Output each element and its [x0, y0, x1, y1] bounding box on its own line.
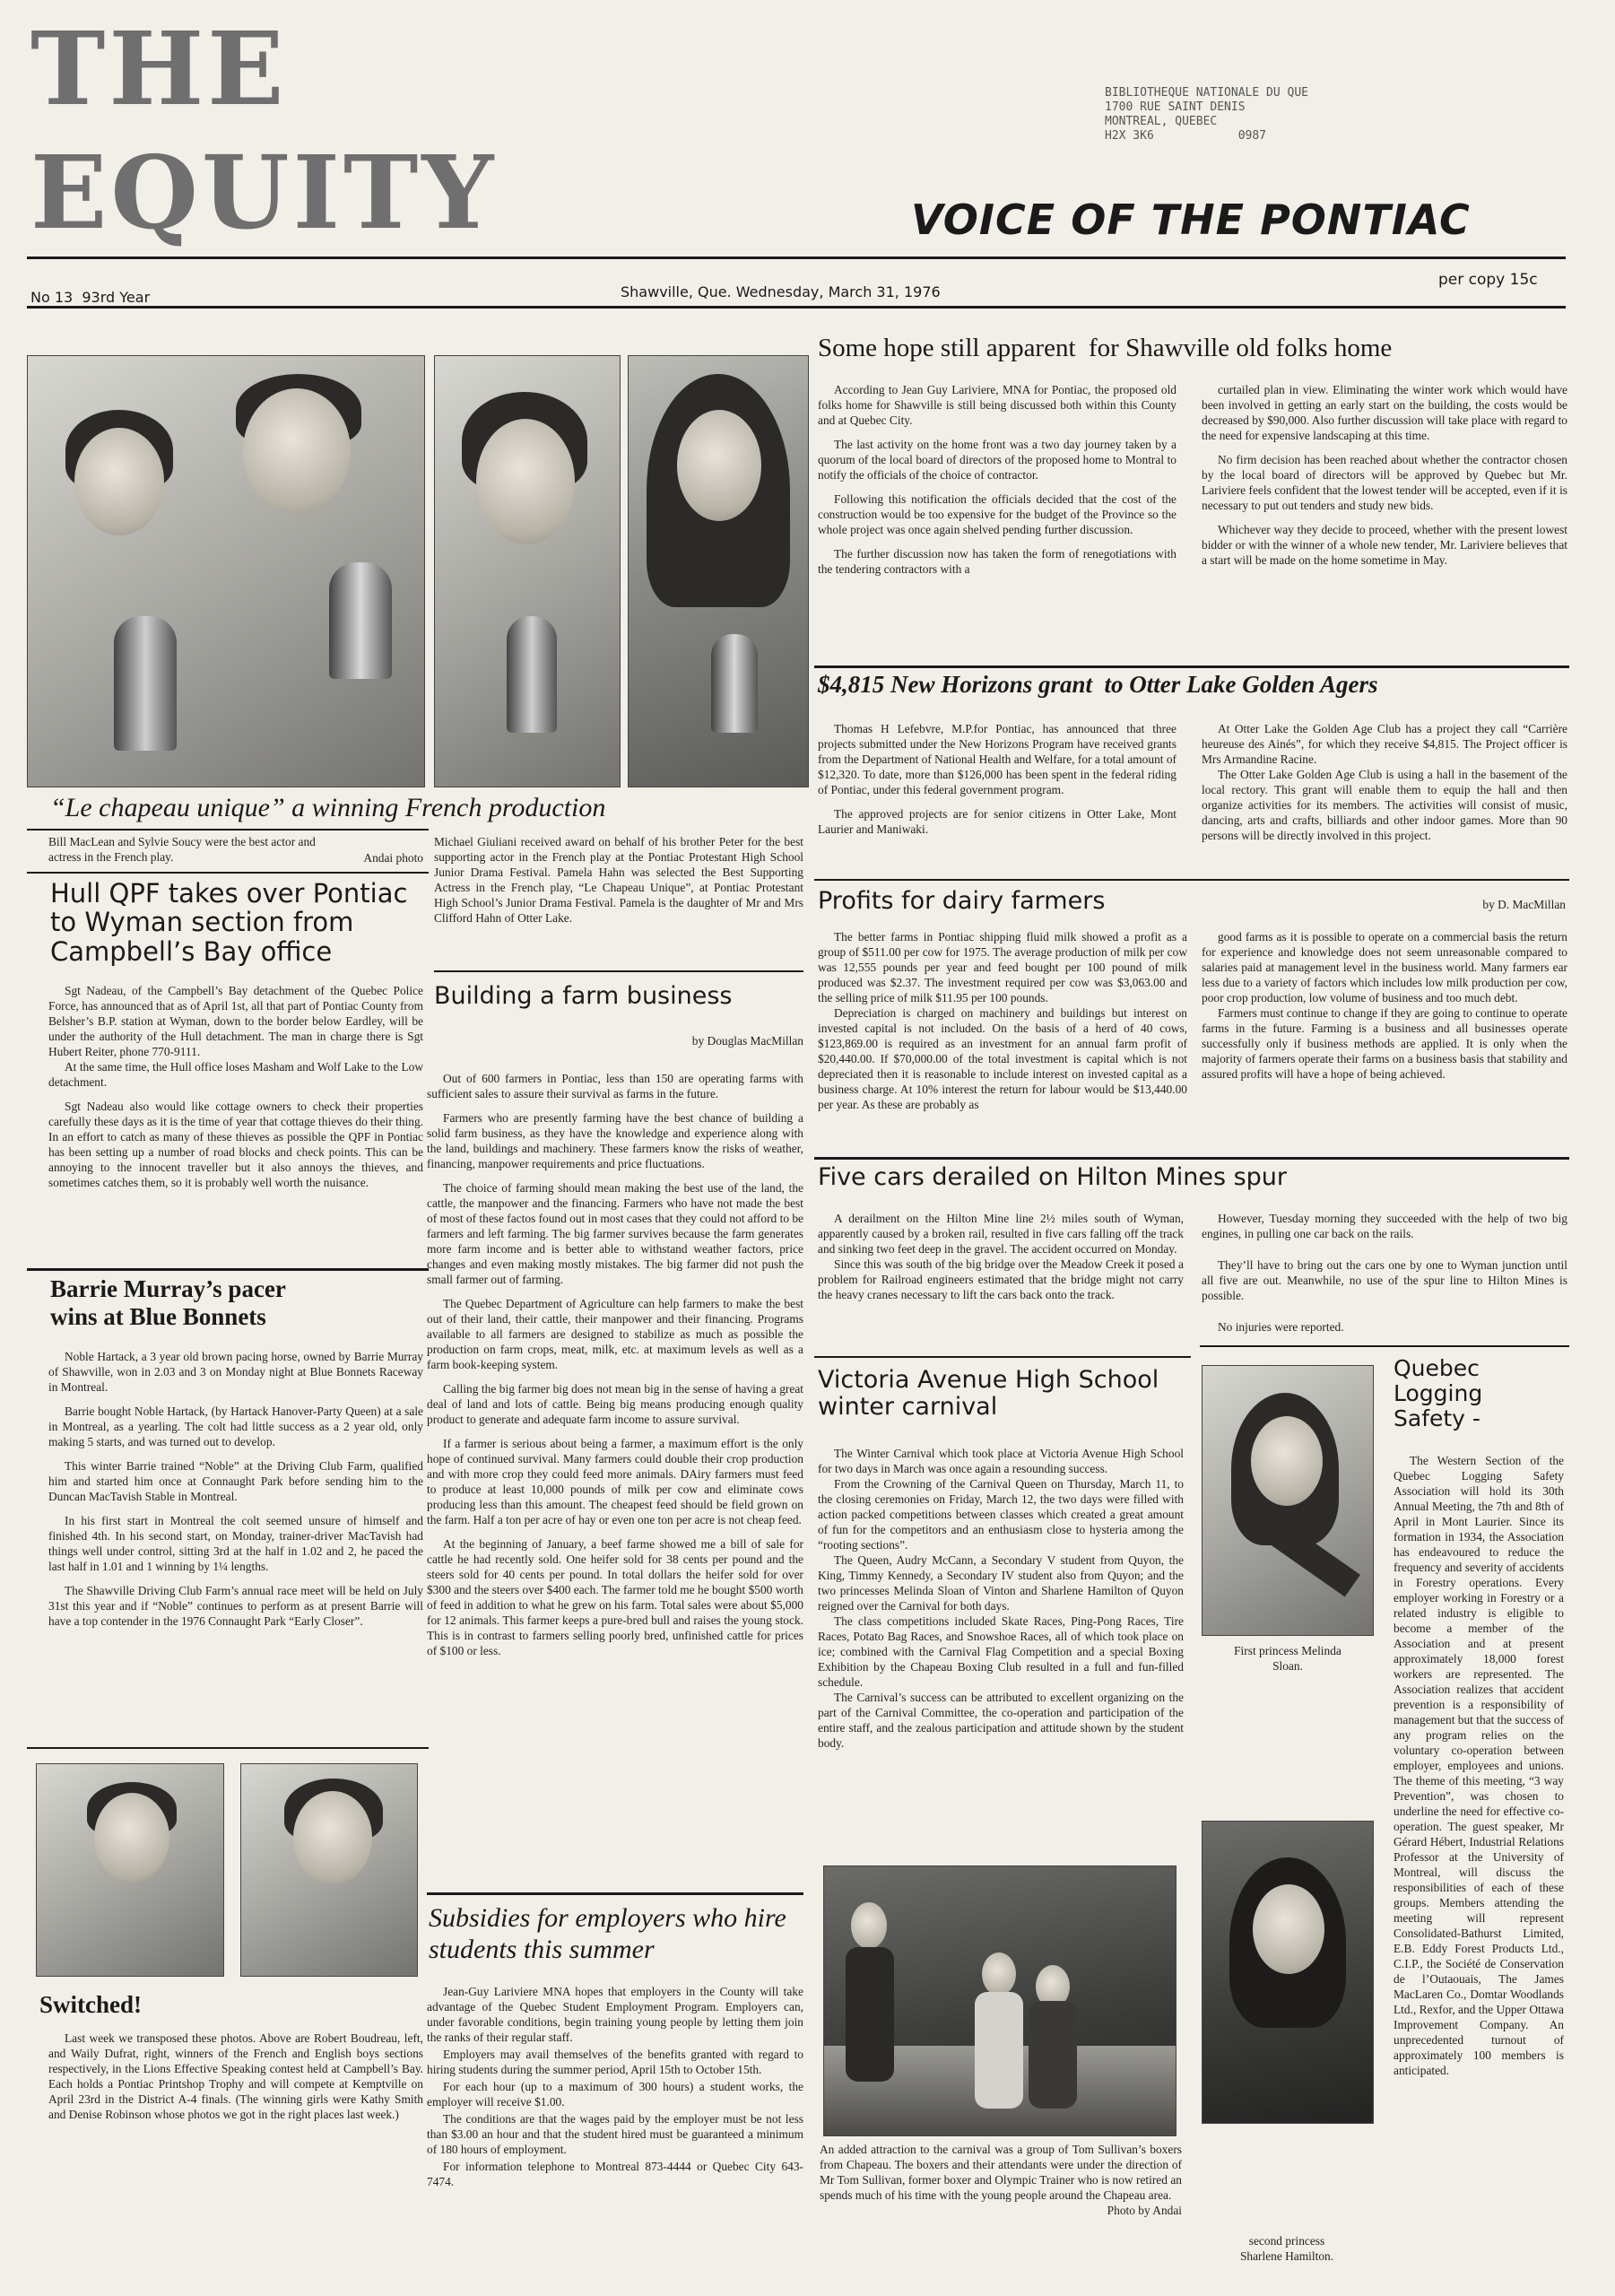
- article-five-cars-left: [818, 1211, 1184, 1311]
- article-hull-qpf: [48, 983, 423, 1199]
- article-switched: [48, 2031, 423, 2131]
- face: [476, 419, 575, 544]
- byline-macmillan: by Douglas MacMillan: [691, 1034, 803, 1048]
- article-old-folks-left: [818, 382, 1177, 586]
- paragraph: Whichever way they decide to proceed, whether with the present lowest bidder or with the winner of a whole new tender, Mr. Lariviere believes that a start will be made on the home sometime in May.: [1202, 523, 1567, 567]
- trophy-icon: [711, 634, 758, 733]
- headline-old-folks: Some hope still apparent for Shawville old folks home: [818, 334, 1393, 362]
- face: [94, 1793, 169, 1883]
- caption-text: An added attraction to the carnival was a group of Tom Sullivan’s boxers from Chapeau. The boxers and their attendants were under the direction of Mr Tom Sullivan, former boxer and Olympic Trainer who is now retired an spends much of his time with the young people around the Chapeau area.: [820, 2143, 1182, 2202]
- caption-boxing: [820, 2142, 1182, 2218]
- tagline: VOICE OF THE PONTIAC: [911, 196, 1471, 244]
- stamp-line: 1700 RUE SAINT DENIS: [1105, 100, 1246, 114]
- face: [1251, 1416, 1323, 1506]
- face: [851, 1902, 887, 1949]
- paragraph: At the same time, the Hull office loses Masham and Wolf Lake to the Low detachment.: [48, 1060, 423, 1089]
- paragraph: Noble Hartack, a 3 year old brown pacing horse, owned by Barrie Murray of Shawville, won in 2.03 and 3 on Monday night at Blue Bonnets Raceway in Montreal.: [48, 1350, 423, 1394]
- stamp-line: BIBLIOTHEQUE NATIONALE DU QUE: [1105, 86, 1308, 100]
- face: [243, 388, 351, 514]
- photo-credit: Photo by Andai: [1107, 2204, 1182, 2217]
- paragraph: Sgt Nadeau, of the Campbell’s Bay detachment of the Quebec Police Force, has announced that as of April 1st, all that part of Pontiac County from Belsher’s B.P. station at Wyman, down to the border below Eardley, will be under the authority of the Hull detachment. The man in charge there is Sgt Hubert Reiter, phone 770-9111.: [48, 984, 423, 1058]
- paragraph: No injuries were reported.: [1218, 1320, 1344, 1334]
- rule: [27, 1747, 429, 1749]
- paragraph: For each hour (up to a maximum of 300 hours) a student works, the employer will receive $1.00.: [427, 2080, 803, 2109]
- photo-boudreau: [36, 1763, 224, 1977]
- headline-new-horizons: $4,815 New Horizons grant to Otter Lake Golden Agers: [818, 671, 1378, 698]
- paragraph: Thomas H Lefebvre, M.P.for Pontiac, has announced that three projects submitted under the New Horizons Program have received grants from the Department of National Health and Welfare, for a total amount of $12,320. To date, more than $126,000 has been spent in the federal riding of Pontiac, under this federal government program.: [818, 722, 1177, 796]
- paragraph: Last week we transposed these photos. Above are Robert Boudreau, left, and Waily Dufrat, right, winners of the French and English boys sections respectively, in the Lions Effective Speaking contest held at Campbell’s Bay. Each holds a Pontiac Printshop Trophy and will compete at Kemptville on April 23rd in the District A-4 finals. (The winning girls were Kathy Smith and Denise Robinson whose photos we got in the right places last week.): [48, 2031, 423, 2121]
- rule: [427, 1892, 803, 1895]
- face: [74, 428, 164, 535]
- article-new-horizons-right: [1202, 721, 1567, 852]
- paragraph: At Otter Lake the Golden Age Club has a project they call “Carrière heureuse des Ainés”, for which they receive $4,815. The Project officer is Mrs Armandine Racine.: [1202, 722, 1567, 766]
- headline-logging: Quebec Logging Safety -: [1394, 1355, 1483, 1431]
- photo-boxing: [823, 1866, 1177, 2136]
- paragraph: Calling the big farmer big does not mean big in the sense of having a great deal of land and lots of cattle. Being big means producing enough quality product to generate and adequate farm income to assure survival.: [427, 1382, 803, 1426]
- trophy-icon: [114, 616, 177, 751]
- face: [293, 1791, 372, 1884]
- paragraph: Employers may avail themselves of the benefits granted with regard to hiring students during the summer period, April 15th to October 15th.: [427, 2048, 803, 2076]
- paragraph: The choice of farming should mean making the best use of the land, the cattle, the manpower and the financing. Farmers who have not made the best of most of these factos found out in most cases that they could not afford to be farmers and left farming. The big farmer survives because the farm generates more farm income and is better able to withstand weather factors, price changes and even making mostly mistakes. The big farmer did not push the small farmer out of farming.: [427, 1181, 803, 1286]
- figure: [975, 1992, 1023, 2109]
- photo-sharlene-hamilton: [1202, 1821, 1374, 2124]
- photo-hahn: [628, 355, 809, 787]
- photo-maclean-soucy: [27, 355, 425, 787]
- paragraph: Following this notification the officials decided that the cost of the construction would be too expensive for the budget of the Province so the whole project was once again shelved pending further discussion.: [818, 492, 1177, 536]
- paragraph: In his first start in Montreal the colt seemed unsure of himself and finished 4th. In his second start, on Monday, trainer-driver MacTavish had things well under control, sitting 3rd at the half in 1.02 and 2, he paced the last half in 1.01 and 1 winning by 1¼ lengths.: [48, 1514, 423, 1573]
- paragraph: For information telephone to Montreal 873-4444 or Quebec City 643-7474.: [427, 2160, 803, 2188]
- paragraph: curtailed plan in view. Eliminating the winter work which would have been involved in getting an early start on the building, the costs would be decreased by $90,000. Also further discussion will take place with regard to the need for expensive landscaping at this time.: [1202, 383, 1567, 442]
- face: [1253, 1884, 1324, 1974]
- paragraph: The approved projects are for senior citizens in Otter Lake, Mont Laurier and Maniwaki.: [818, 807, 1177, 836]
- issue-number: No 13 93rd Year: [30, 289, 151, 306]
- paragraph: The Western Section of the Quebec Logging Safety Association will hold its 30th Annual Meeting, the 7th and 8th of April in Mont Laurier. Since its formation in 1934, the Association has endeavoured to reduce the frequency and severity of accidents in Forestry operations. Every employer working in Forestry or a related industry is eligible to become a member of the Association and at present approximately 18,000 forest workers are represented. The Association realizes that accident prevention is a responsibility of management but that the success of any program relies on the voluntary co-operation between employer, employees and unions. The theme of this meeting, “3 way Prevention”, was chosen to underline the need for effective co-operation. The guest speaker, Mr Gérard Hébert, Industrial Relations Professor at the University of Montreal, will discuss the responsibilities of each of these groups. Members attending the meeting will represent Consolidated-Bathurst Limited, E.B. Eddy Forest Products Ltd., C.I.P., the Société de Conservation de l’Outaouais, The James MacLaren Co., Domtar Woodlands Ltd., Rexfor, and the Upper Ottawa Improvement Company. An unprecedented turnout of approximately 100 members is anticipated.: [1394, 1454, 1565, 2077]
- paragraph: The Carnival’s success can be attributed to excellent organizing on the part of the Carnival Committee, the co-operation and participation of the entire staff, and the zealous participation and attitude shown by the student body.: [818, 1691, 1184, 1750]
- caption-text: Bill MacLean and Sylvie Soucy were the best actor and actress in the French play.: [48, 835, 316, 864]
- paragraph: They’ll have to bring out the cars one by one to Wyman junction until all five are out. Meanwhile, no use of the spur line to Hilton Mines is possible.: [1202, 1258, 1567, 1302]
- rule: [814, 665, 1569, 668]
- library-stamp: [1105, 86, 1308, 144]
- article-logging: [1394, 1453, 1564, 2087]
- rule: [434, 970, 803, 972]
- face: [982, 1952, 1016, 1996]
- paragraph: Farmers must continue to change if they are going to continue to operate farms in the future. Farming is a business and all businesses operate successfully only if business methods are applied. It is only when the majority of farmers operate their farms on a business basis that stability and assured profits will have a hope of being achieved.: [1202, 1006, 1567, 1081]
- caption-first-princess: First princess Melinda Sloan.: [1234, 1644, 1341, 1673]
- article-farm-business: [427, 1071, 803, 1667]
- headline-farm-business: Building a farm business: [434, 982, 733, 1010]
- paragraph: Jean-Guy Lariviere MNA hopes that employers in the County will take advantage of the Quebec Student Employment Program. Employers can, under favorable conditions, begin training young people by letting them join the ranks of their regular staff.: [427, 1985, 803, 2044]
- rule: [27, 872, 429, 874]
- masthead-the: THE: [30, 11, 288, 128]
- paragraph: The better farms in Pontiac shipping fluid milk showed a profit as a group of $511.00 per cow for 1975. The average production of milk per cow was 12,555 pounds per year and feed bought per 100 pound of milk produced was $2.37. The investment required per cow was $3,063.00 and the selling price of milk $11.95 per 100 pounds.: [818, 930, 1187, 1004]
- headline-subsidies: Subsidies for employers who hire students this summer: [429, 1903, 786, 1964]
- paragraph: If a farmer is serious about being a farmer, a maximum effort is the only hope of continued survival. Many farmers could double their crop production and with more crop they could feed more animals. DAiry farmers must feed to produce at least 10,000 pounds of milk per cow and eliminate cows producing less than this amount. The cheapest feed should be field grown on the farm. Half a ton per acre of hay or even one ton per acre is not cheap feed.: [427, 1437, 803, 1526]
- paragraph: Barrie bought Noble Hartack, (by Hartack Hanover-Party Queen) at a sale in Montreal, as a yearling. The colt had little success as a 2 year old, only making 5 starts, and was turned out to develop.: [48, 1405, 423, 1448]
- masthead-rule-top: [27, 257, 1566, 259]
- article-five-cars-right: [1202, 1211, 1567, 1344]
- paragraph: The class competitions included Skate Races, Ping-Pong Races, Tire Races, Potato Bag Races, and Snowshoe Races, all of which took place on ice; combined with the Carnival Flag Competition and a special Boxing Exhibition by the Chapeau Boxing Club resulted in a full and fun-filled schedule.: [818, 1614, 1184, 1689]
- paragraph: No firm decision has been reached about whether the contractor chosen by the local board of directors will be approved by Quebec but Mr. Lariviere feels confident that the lowest tender will be accepted, even if it is necessary to put out tenders and study new bids.: [1202, 453, 1567, 512]
- dateline: Shawville, Que. Wednesday, March 31, 1976: [621, 283, 941, 300]
- headline-five-cars: Five cars derailed on Hilton Mines spur: [818, 1163, 1288, 1191]
- paragraph: The Queen, Audry McCann, a Secondary V student from Quyon, the King, Timmy Kennedy, a Secondary IV student also from Quyon; and the two princesses Melinda Sloan of Vinton and Sharlene Hamilton of Quyon reigned over the Carnival for both days.: [818, 1553, 1184, 1613]
- article-dairy-right: [1202, 929, 1567, 1091]
- photo-dufrat: [240, 1763, 418, 1977]
- paragraph: The Winter Carnival which took place at Victoria Avenue High School for two days in March was once again a resounding success.: [818, 1447, 1184, 1475]
- paragraph: The Quebec Department of Agriculture can help farmers to make the best out of their land, their cattle, their manpower and their financing. Programs available to all farmers are designed to stabilize as much as possible the production on farm crops, meat, milk, etc. at maximum levels as well as a farm book-keeping system.: [427, 1297, 803, 1371]
- paragraph: Since this was south of the big bridge over the Meadow Creek it posed a problem for Railroad engineers estimated that the bridge might not carry the heavy cranes necessary to lift the cars back onto the track.: [818, 1257, 1184, 1301]
- rule: [814, 879, 1569, 881]
- figure: [1029, 2001, 1077, 2109]
- article-barrie-murray: [48, 1349, 423, 1638]
- price: per copy 15c: [1438, 271, 1538, 289]
- paragraph: The Otter Lake Golden Age Club is using a hall in the basement of the local rectory. This grant will enable them to equip the hall and then organize activities for its members. The activities will consist of music, dancing, arts and crafts, billiards and other indoor games. More than 90 persons will be directly involved in this project.: [1202, 768, 1567, 842]
- paragraph: The Shawville Driving Club Farm’s annual race meet will be held on July 31st this year and if “Noble” continues to perform as at present Barrie will have a top contender in the 1976 Connaught Park “Early Closer”.: [48, 1584, 423, 1628]
- rule: [1200, 1345, 1569, 1347]
- rule: [27, 1268, 429, 1271]
- article-subsidies: [427, 1984, 803, 2189]
- masthead-equity: EQUITY: [30, 135, 498, 252]
- stamp-line: H2X 3K6 0987: [1105, 129, 1267, 143]
- paragraph: However, Tuesday morning they succeeded with the help of two big engines, in pulling one car back on the rails.: [1202, 1212, 1567, 1240]
- paragraph: good farms as it is possible to operate on a commercial basis the return for experience and knowledge does not seem unreasonable compared to salaries paid at management level in the business world. Many farmers ear less due to a variety of factors which includes low milk production per cow, poor crop production, low volume of business and too much debt.: [1202, 930, 1567, 1004]
- headline-barrie-murray: Barrie Murray’s pacer wins at Blue Bonnets: [50, 1275, 286, 1331]
- photo-credit: Andai photo: [363, 851, 423, 865]
- headline-hull-qpf: Hull QPF takes over Pontiac to Wyman section from Campbell’s Bay office: [50, 878, 408, 967]
- article-new-horizons-left: [818, 721, 1177, 846]
- paragraph: According to Jean Guy Lariviere, MNA for Pontiac, the proposed old folks home for Shawville is still being discussed both within this County and at Quebec City.: [818, 383, 1177, 427]
- photo-melinda-sloan: [1202, 1365, 1374, 1636]
- paragraph: Farmers who are presently farming have the best chance of building a solid farm business, as they have the knowledge and experience along with the land, buildings and machinery. These farmers know the risks of weather, financing, manpower requirements and price fluctuations.: [427, 1111, 803, 1170]
- headline-switched-visible: Switched!: [39, 1991, 142, 2018]
- headline-dairy: Profits for dairy farmers: [818, 887, 1106, 915]
- masthead-rule-bottom: [27, 306, 1566, 309]
- article-dairy-left: [818, 929, 1187, 1121]
- caption-second-princess: second princess Sharlene Hamilton.: [1239, 2234, 1334, 2263]
- headline-le-chapeau: “Le chapeau unique” a winning French production: [50, 793, 606, 822]
- article-old-folks-right: [1202, 382, 1567, 577]
- trophy-icon: [329, 562, 392, 679]
- rule: [814, 1356, 1191, 1358]
- paragraph: Sgt Nadeau also would like cottage owners to check their properties carefully these days as it is the time of year that cottage thieves do their thing. In an effort to catch as many of these thieves as possible the QPF in Pontiac has been setting up a number of road blocks and check points. This can be annoying to the innocent traveller but it also annoys the thieves, and sometimes catches them, so it is probably well worth the nuisance.: [48, 1100, 423, 1189]
- trophy-icon: [507, 616, 557, 733]
- headline-victoria: Victoria Avenue High School winter carnival: [818, 1366, 1159, 1422]
- rule: [27, 829, 429, 831]
- paragraph: At the beginning of January, a beef farme showed me a bill of sale for cattle he had recently sold. One heifer sold for 38 cents per pound and the steers sold for 40 cents per pound. In total dollars the heifer sold for over $300 and the steers over $400 each. The farmer told me he bought $500 worth of feed in addition to what he grew on his farm. Total sales were about $5,000 for 12 animals. This farmer keeps a pure-bred bull and raises the young stock. This is in contrast to farmers selling poorly bred, unfinished cattle for prices of $100 or less.: [427, 1537, 803, 1657]
- stamp-line: MONTREAL, QUEBEC: [1105, 115, 1218, 128]
- caption-maclean-soucy: [48, 834, 344, 865]
- paragraph: This winter Barrie trained “Noble” at the Driving Club Farm, qualified him and started him once at Connaught Park before sending him to the Duncan MacTavish Stable in Montreal.: [48, 1459, 423, 1503]
- paragraph: A derailment on the Hilton Mine line 2½ miles south of Wyman, apparently caused by a broken rail, resulted in five cars falling off the track and sinking two feet deep in the gravel. The accident occurred on Monday.: [818, 1212, 1184, 1256]
- paragraph: The last activity on the home front was a two day journey taken by a quorum of the local board of directors of the proposed home to Montral to notify the officials of the choice of contractor.: [818, 438, 1177, 482]
- figure: [846, 1947, 894, 2082]
- paragraph: The conditions are that the wages paid by the employer must be not less than $3.00 an hour and that the student hired must be guaranteed a minimum of 180 hours of employment.: [427, 2112, 803, 2156]
- photo-giuliani: [434, 355, 621, 787]
- paragraph: From the Crowning of the Carnival Queen on Thursday, March 11, to the closing ceremonies on Friday, March 12, the two days were filled with action packed competitions between classes which created a great amount of fun for the competitors and an enthusiasm close to hysteria among the “rooting sections”.: [818, 1477, 1184, 1552]
- article-victoria: [818, 1446, 1184, 1760]
- paragraph: The further discussion now has taken the form of renegotiations with the tendering contractors with a: [818, 547, 1177, 576]
- face: [677, 410, 761, 521]
- paragraph: Depreciation is charged on machinery and buildings but interest on invested capital is not included. On the basis of a herd of 40 cows, $123,869.00 is required as an investment for an annual farm profit of $20,440.00. If $70,000.00 of the total investment is capital which is not depreciated then it is reasonable to include interest on invested capital as a business charge. At 10% interest the return for labour would be $13,440.00 per year. As these are probably as: [818, 1006, 1187, 1111]
- rule: [814, 1157, 1569, 1160]
- caption-giuliani-hahn: Michael Giuliani received award on behalf of his brother Peter for the best supporting actor in the French play at the Pontiac Protestant High School Junior Drama Festival. Pamela Hahn was selected the Best Supporting Actress in the French play, “Le Chapeau Unique”, at Pontiac Protestant High School’s Junior Drama Festival. Pamela is the daughter of Mr and Mrs Clifford Hahn of Otter Lake.: [434, 835, 803, 925]
- byline-d-macmillan: by D. MacMillan: [1482, 898, 1566, 911]
- paragraph: Out of 600 farmers in Pontiac, less than 150 are operating farms with sufficient sales to assure their survival as farms in the future.: [427, 1072, 803, 1100]
